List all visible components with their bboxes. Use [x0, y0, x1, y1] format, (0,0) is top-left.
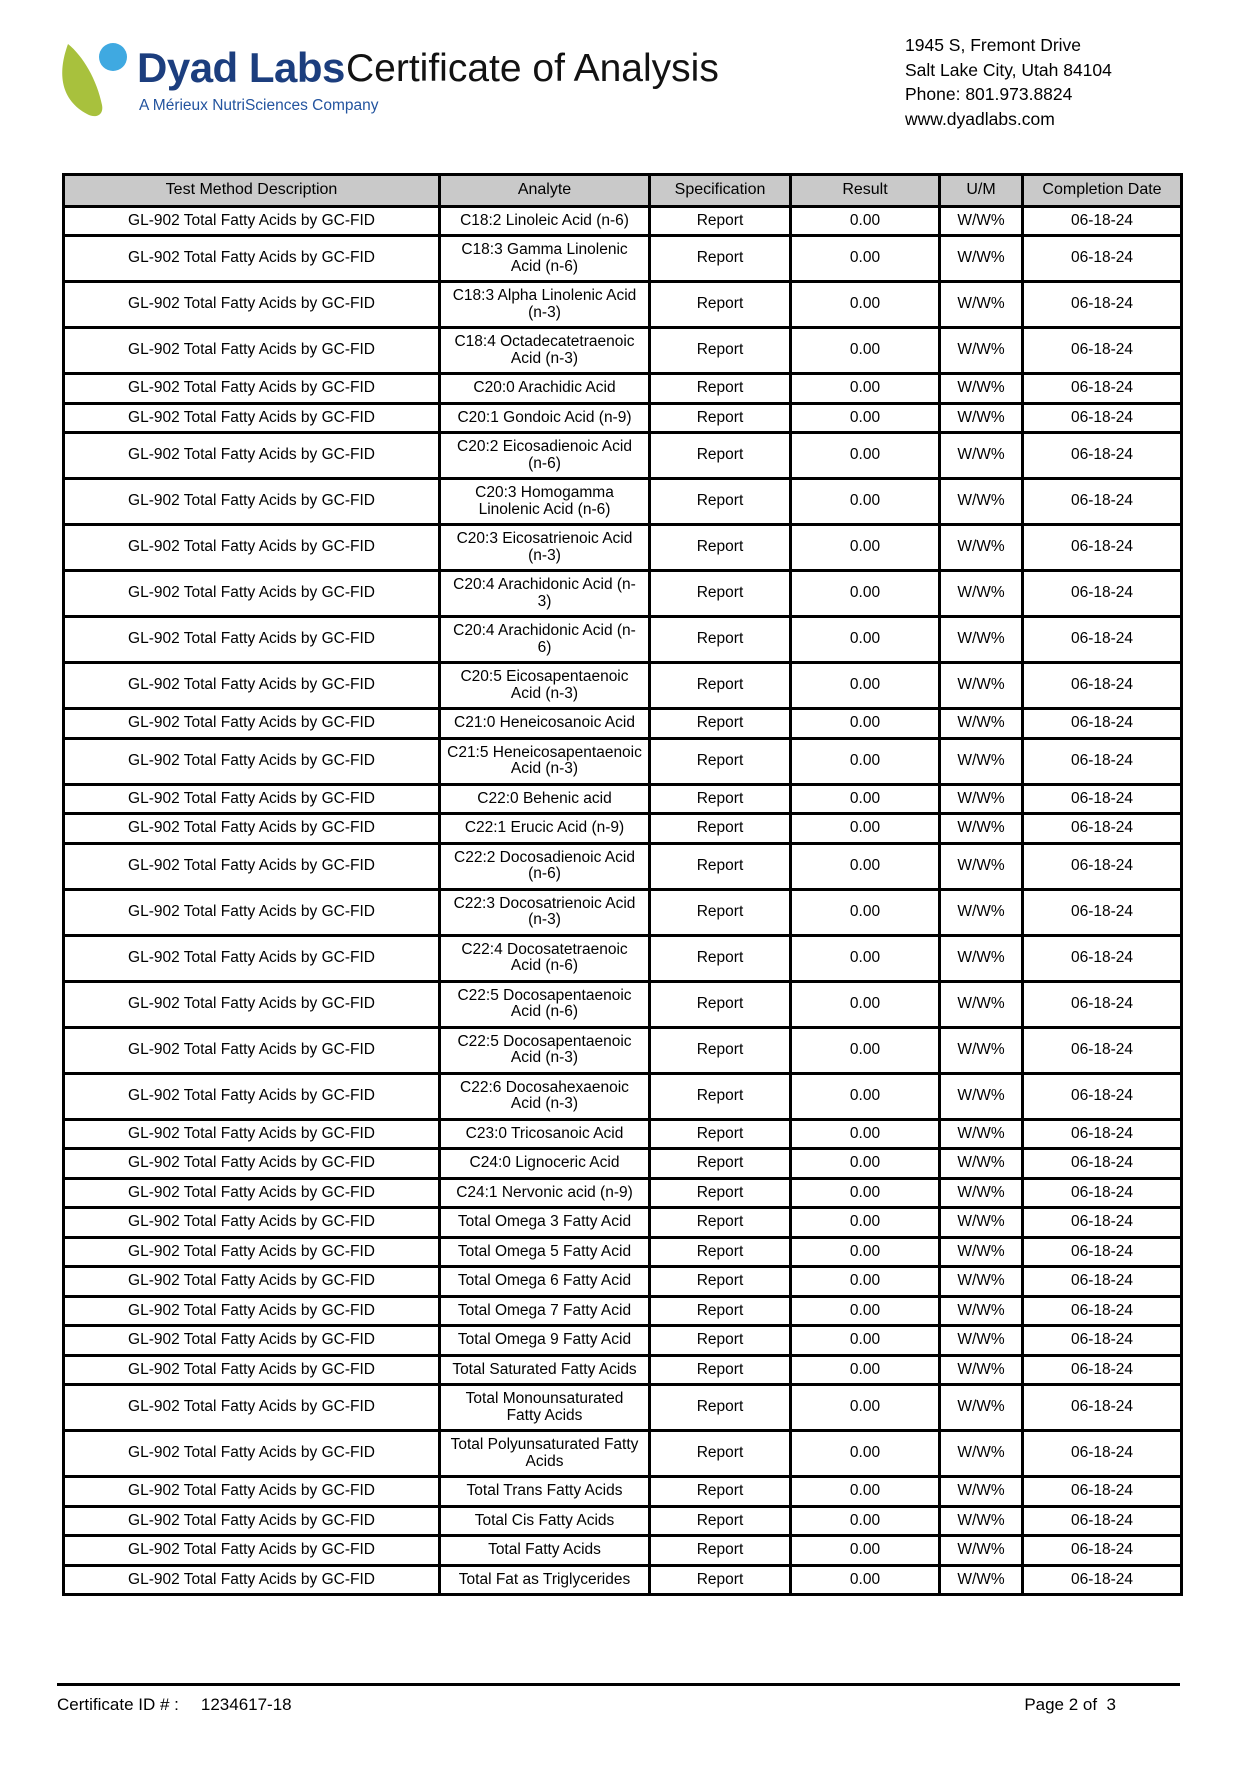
cell-analyte: Total Omega 6 Fatty Acid [440, 1267, 650, 1297]
address-line-city: Salt Lake City, Utah 84104 [905, 59, 1112, 80]
cell-method: GL-902 Total Fatty Acids by GC-FID [64, 525, 440, 571]
logo-dot-icon [99, 43, 127, 71]
cell-um: W/W% [940, 1326, 1023, 1356]
cell-um: W/W% [940, 571, 1023, 617]
cell-method: GL-902 Total Fatty Acids by GC-FID [64, 617, 440, 663]
cell-analyte: Total Omega 7 Fatty Acid [440, 1296, 650, 1326]
certificate-id-label: Certificate ID # : [57, 1695, 179, 1714]
cell-result: 0.00 [791, 617, 940, 663]
cell-um: W/W% [940, 981, 1023, 1027]
cell-analyte: C20:4 Arachidonic Acid (n-6) [440, 617, 650, 663]
cell-completion-date: 06-18-24 [1023, 1565, 1182, 1595]
cell-analyte: C24:0 Lignoceric Acid [440, 1149, 650, 1179]
cell-result: 0.00 [791, 889, 940, 935]
table-row [64, 328, 1182, 374]
table-row [64, 935, 1182, 981]
cell-um: W/W% [940, 1149, 1023, 1179]
table-row [64, 1296, 1182, 1326]
table-row [64, 1355, 1182, 1385]
column-header-um: U/M [940, 175, 1023, 207]
cell-result: 0.00 [791, 843, 940, 889]
cell-um: W/W% [940, 889, 1023, 935]
cell-analyte: C20:2 Eicosadienoic Acid (n-6) [440, 433, 650, 479]
cell-method: GL-902 Total Fatty Acids by GC-FID [64, 784, 440, 814]
cell-analyte: C22:0 Behenic acid [440, 784, 650, 814]
cell-specification: Report [650, 935, 791, 981]
cell-analyte: C20:3 Eicosatrienoic Acid (n-3) [440, 525, 650, 571]
cell-method: GL-902 Total Fatty Acids by GC-FID [64, 1536, 440, 1566]
table-row [64, 206, 1182, 236]
table-row [64, 1477, 1182, 1507]
cell-result: 0.00 [791, 981, 940, 1027]
cell-result: 0.00 [791, 935, 940, 981]
page-indicator: Page 2 of 3 [1024, 1695, 1116, 1714]
cell-completion-date: 06-18-24 [1023, 1119, 1182, 1149]
cell-result: 0.00 [791, 1296, 940, 1326]
cell-analyte: C22:2 Docosadienoic Acid (n-6) [440, 843, 650, 889]
table-row [64, 571, 1182, 617]
cell-completion-date: 06-18-24 [1023, 843, 1182, 889]
cell-result: 0.00 [791, 1385, 940, 1431]
cell-specification: Report [650, 1326, 791, 1356]
cell-analyte: C22:6 Docosahexaenoic Acid (n-3) [440, 1073, 650, 1119]
cell-method: GL-902 Total Fatty Acids by GC-FID [64, 1296, 440, 1326]
cell-result: 0.00 [791, 1536, 940, 1566]
table-row [64, 1149, 1182, 1179]
table-row [64, 1119, 1182, 1149]
cell-result: 0.00 [791, 1237, 940, 1267]
cell-specification: Report [650, 1477, 791, 1507]
cell-um: W/W% [940, 1237, 1023, 1267]
cell-analyte: C18:3 Gamma Linolenic Acid (n-6) [440, 236, 650, 282]
cell-method: GL-902 Total Fatty Acids by GC-FID [64, 1073, 440, 1119]
cell-analyte: C20:3 Homogamma Linolenic Acid (n-6) [440, 479, 650, 525]
table-row [64, 525, 1182, 571]
cell-um: W/W% [940, 1208, 1023, 1238]
cell-um: W/W% [940, 1296, 1023, 1326]
cell-result: 0.00 [791, 1431, 940, 1477]
cell-completion-date: 06-18-24 [1023, 1477, 1182, 1507]
cell-um: W/W% [940, 843, 1023, 889]
page-title: Certificate of Analysis [346, 47, 719, 90]
cell-um: W/W% [940, 1506, 1023, 1536]
cell-method: GL-902 Total Fatty Acids by GC-FID [64, 1355, 440, 1385]
cell-method: GL-902 Total Fatty Acids by GC-FID [64, 738, 440, 784]
cell-um: W/W% [940, 374, 1023, 404]
table-row [64, 1326, 1182, 1356]
cell-analyte: Total Saturated Fatty Acids [440, 1355, 650, 1385]
cell-analyte: C18:3 Alpha Linolenic Acid (n-3) [440, 282, 650, 328]
cell-analyte: C21:5 Heneicosapentaenoic Acid (n-3) [440, 738, 650, 784]
cell-specification: Report [650, 479, 791, 525]
table-row [64, 784, 1182, 814]
cell-specification: Report [650, 236, 791, 282]
cell-um: W/W% [940, 1355, 1023, 1385]
cell-specification: Report [650, 1536, 791, 1566]
cell-result: 0.00 [791, 709, 940, 739]
cell-specification: Report [650, 1565, 791, 1595]
dyad-labs-logo-icon [57, 42, 129, 120]
cell-specification: Report [650, 571, 791, 617]
cell-specification: Report [650, 1119, 791, 1149]
cell-completion-date: 06-18-24 [1023, 236, 1182, 282]
cell-specification: Report [650, 1178, 791, 1208]
cell-result: 0.00 [791, 1073, 940, 1119]
cell-method: GL-902 Total Fatty Acids by GC-FID [64, 206, 440, 236]
cell-specification: Report [650, 1208, 791, 1238]
cell-completion-date: 06-18-24 [1023, 1208, 1182, 1238]
cell-um: W/W% [940, 1565, 1023, 1595]
column-header-completion-date: Completion Date [1023, 175, 1182, 207]
cell-result: 0.00 [791, 433, 940, 479]
column-header-specification: Specification [650, 175, 791, 207]
address-line-phone: Phone: 801.973.8824 [905, 84, 1073, 104]
cell-completion-date: 06-18-24 [1023, 1536, 1182, 1566]
cell-um: W/W% [940, 433, 1023, 479]
cell-completion-date: 06-18-24 [1023, 814, 1182, 844]
cell-completion-date: 06-18-24 [1023, 479, 1182, 525]
cell-specification: Report [650, 1267, 791, 1297]
table-row [64, 479, 1182, 525]
cell-specification: Report [650, 1073, 791, 1119]
table-row [64, 709, 1182, 739]
cell-specification: Report [650, 328, 791, 374]
cell-method: GL-902 Total Fatty Acids by GC-FID [64, 935, 440, 981]
cell-analyte: Total Omega 5 Fatty Acid [440, 1237, 650, 1267]
table-row [64, 1536, 1182, 1566]
cell-analyte: Total Fat as Triglycerides [440, 1565, 650, 1595]
cell-method: GL-902 Total Fatty Acids by GC-FID [64, 1565, 440, 1595]
table-row [64, 1506, 1182, 1536]
cell-result: 0.00 [791, 374, 940, 404]
cell-analyte: C18:4 Octadecatetraenoic Acid (n-3) [440, 328, 650, 374]
cell-analyte: Total Omega 9 Fatty Acid [440, 1326, 650, 1356]
cell-specification: Report [650, 206, 791, 236]
table-row [64, 1565, 1182, 1595]
cell-completion-date: 06-18-24 [1023, 981, 1182, 1027]
cell-method: GL-902 Total Fatty Acids by GC-FID [64, 1119, 440, 1149]
cell-specification: Report [650, 1355, 791, 1385]
cell-completion-date: 06-18-24 [1023, 1073, 1182, 1119]
cell-um: W/W% [940, 403, 1023, 433]
certificate-id-value: 1234617-18 [200, 1695, 292, 1714]
cell-completion-date: 06-18-24 [1023, 403, 1182, 433]
cell-completion-date: 06-18-24 [1023, 1431, 1182, 1477]
table-row [64, 403, 1182, 433]
cell-um: W/W% [940, 206, 1023, 236]
cell-method: GL-902 Total Fatty Acids by GC-FID [64, 843, 440, 889]
table-row [64, 1237, 1182, 1267]
cell-um: W/W% [940, 479, 1023, 525]
cell-specification: Report [650, 784, 791, 814]
table-row [64, 1027, 1182, 1073]
cell-result: 0.00 [791, 403, 940, 433]
table-row [64, 1267, 1182, 1297]
cell-completion-date: 06-18-24 [1023, 738, 1182, 784]
cell-specification: Report [650, 403, 791, 433]
cell-analyte: C23:0 Tricosanoic Acid [440, 1119, 650, 1149]
cell-um: W/W% [940, 1178, 1023, 1208]
table-row [64, 282, 1182, 328]
table-row [64, 617, 1182, 663]
cell-specification: Report [650, 1296, 791, 1326]
cell-method: GL-902 Total Fatty Acids by GC-FID [64, 328, 440, 374]
cell-completion-date: 06-18-24 [1023, 663, 1182, 709]
cell-method: GL-902 Total Fatty Acids by GC-FID [64, 1431, 440, 1477]
cell-specification: Report [650, 981, 791, 1027]
cell-specification: Report [650, 433, 791, 479]
cell-method: GL-902 Total Fatty Acids by GC-FID [64, 1237, 440, 1267]
cell-um: W/W% [940, 1267, 1023, 1297]
brand-tagline: A Mérieux NutriSciences Company [139, 97, 379, 114]
cell-method: GL-902 Total Fatty Acids by GC-FID [64, 433, 440, 479]
table-row [64, 236, 1182, 282]
table-row [64, 1208, 1182, 1238]
cell-completion-date: 06-18-24 [1023, 206, 1182, 236]
cell-completion-date: 06-18-24 [1023, 571, 1182, 617]
cell-method: GL-902 Total Fatty Acids by GC-FID [64, 709, 440, 739]
cell-specification: Report [650, 709, 791, 739]
cell-um: W/W% [940, 738, 1023, 784]
cell-result: 0.00 [791, 814, 940, 844]
cell-completion-date: 06-18-24 [1023, 1237, 1182, 1267]
table-row [64, 1178, 1182, 1208]
cell-result: 0.00 [791, 1355, 940, 1385]
cell-specification: Report [650, 374, 791, 404]
cell-completion-date: 06-18-24 [1023, 1355, 1182, 1385]
cell-analyte: C22:5 Docosapentaenoic Acid (n-3) [440, 1027, 650, 1073]
table-header-row [64, 175, 1182, 207]
cell-result: 0.00 [791, 236, 940, 282]
table-row [64, 663, 1182, 709]
cell-um: W/W% [940, 1119, 1023, 1149]
cell-analyte: C24:1 Nervonic acid (n-9) [440, 1178, 650, 1208]
cell-result: 0.00 [791, 1027, 940, 1073]
cell-method: GL-902 Total Fatty Acids by GC-FID [64, 663, 440, 709]
cell-method: GL-902 Total Fatty Acids by GC-FID [64, 1267, 440, 1297]
cell-completion-date: 06-18-24 [1023, 282, 1182, 328]
cell-analyte: C22:4 Docosatetraenoic Acid (n-6) [440, 935, 650, 981]
cell-result: 0.00 [791, 1208, 940, 1238]
column-header-analyte: Analyte [440, 175, 650, 207]
table-row [64, 433, 1182, 479]
cell-specification: Report [650, 525, 791, 571]
cell-um: W/W% [940, 1431, 1023, 1477]
cell-specification: Report [650, 738, 791, 784]
cell-analyte: Total Cis Fatty Acids [440, 1506, 650, 1536]
cell-completion-date: 06-18-24 [1023, 889, 1182, 935]
cell-completion-date: 06-18-24 [1023, 1149, 1182, 1179]
cell-method: GL-902 Total Fatty Acids by GC-FID [64, 981, 440, 1027]
column-header-test-method: Test Method Description [64, 175, 440, 207]
cell-um: W/W% [940, 525, 1023, 571]
cell-completion-date: 06-18-24 [1023, 1267, 1182, 1297]
cell-result: 0.00 [791, 784, 940, 814]
cell-completion-date: 06-18-24 [1023, 374, 1182, 404]
cell-specification: Report [650, 1431, 791, 1477]
cell-completion-date: 06-18-24 [1023, 433, 1182, 479]
cell-method: GL-902 Total Fatty Acids by GC-FID [64, 479, 440, 525]
cell-um: W/W% [940, 663, 1023, 709]
cell-analyte: C18:2 Linoleic Acid (n-6) [440, 206, 650, 236]
table-row [64, 1073, 1182, 1119]
table-row [64, 738, 1182, 784]
cell-analyte: C20:5 Eicosapentaenoic Acid (n-3) [440, 663, 650, 709]
cell-completion-date: 06-18-24 [1023, 784, 1182, 814]
column-header-result: Result [791, 175, 940, 207]
cell-method: GL-902 Total Fatty Acids by GC-FID [64, 282, 440, 328]
cell-completion-date: 06-18-24 [1023, 709, 1182, 739]
cell-analyte: Total Fatty Acids [440, 1536, 650, 1566]
cell-um: W/W% [940, 1477, 1023, 1507]
table-row [64, 889, 1182, 935]
certificate-id-block [57, 1695, 292, 1715]
cell-specification: Report [650, 282, 791, 328]
cell-analyte: C20:0 Arachidic Acid [440, 374, 650, 404]
page-footer [57, 1683, 1180, 1715]
cell-method: GL-902 Total Fatty Acids by GC-FID [64, 1027, 440, 1073]
cell-analyte: C22:1 Erucic Acid (n-9) [440, 814, 650, 844]
cell-result: 0.00 [791, 1267, 940, 1297]
cell-um: W/W% [940, 814, 1023, 844]
cell-method: GL-902 Total Fatty Acids by GC-FID [64, 814, 440, 844]
cell-specification: Report [650, 1027, 791, 1073]
logo-leaf-icon [62, 44, 102, 116]
cell-analyte: Total Monounsaturated Fatty Acids [440, 1385, 650, 1431]
cell-method: GL-902 Total Fatty Acids by GC-FID [64, 571, 440, 617]
cell-result: 0.00 [791, 571, 940, 617]
cell-um: W/W% [940, 236, 1023, 282]
cell-completion-date: 06-18-24 [1023, 1178, 1182, 1208]
cell-method: GL-902 Total Fatty Acids by GC-FID [64, 1326, 440, 1356]
table-row [64, 1385, 1182, 1431]
cell-method: GL-902 Total Fatty Acids by GC-FID [64, 374, 440, 404]
cell-um: W/W% [940, 617, 1023, 663]
table-row [64, 814, 1182, 844]
cell-um: W/W% [940, 1385, 1023, 1431]
cell-completion-date: 06-18-24 [1023, 328, 1182, 374]
cell-specification: Report [650, 1385, 791, 1431]
cell-analyte: Total Omega 3 Fatty Acid [440, 1208, 650, 1238]
cell-specification: Report [650, 617, 791, 663]
cell-completion-date: 06-18-24 [1023, 1385, 1182, 1431]
cell-specification: Report [650, 843, 791, 889]
cell-method: GL-902 Total Fatty Acids by GC-FID [64, 236, 440, 282]
cell-result: 0.00 [791, 1149, 940, 1179]
cell-method: GL-902 Total Fatty Acids by GC-FID [64, 1149, 440, 1179]
cell-completion-date: 06-18-24 [1023, 1027, 1182, 1073]
brand-name: Dyad Labs [137, 44, 345, 91]
cell-result: 0.00 [791, 525, 940, 571]
cell-analyte: Total Polyunsaturated Fatty Acids [440, 1431, 650, 1477]
cell-um: W/W% [940, 784, 1023, 814]
cell-method: GL-902 Total Fatty Acids by GC-FID [64, 1208, 440, 1238]
cell-method: GL-902 Total Fatty Acids by GC-FID [64, 403, 440, 433]
cell-specification: Report [650, 663, 791, 709]
cell-completion-date: 06-18-24 [1023, 1296, 1182, 1326]
cell-specification: Report [650, 1149, 791, 1179]
cell-analyte: C20:1 Gondoic Acid (n-9) [440, 403, 650, 433]
table-row [64, 843, 1182, 889]
cell-completion-date: 06-18-24 [1023, 1506, 1182, 1536]
table-row [64, 981, 1182, 1027]
cell-analyte: C22:5 Docosapentaenoic Acid (n-6) [440, 981, 650, 1027]
cell-specification: Report [650, 1237, 791, 1267]
cell-specification: Report [650, 1506, 791, 1536]
table-row [64, 1431, 1182, 1477]
cell-analyte: Total Trans Fatty Acids [440, 1477, 650, 1507]
cell-result: 0.00 [791, 1506, 940, 1536]
cell-result: 0.00 [791, 479, 940, 525]
cell-method: GL-902 Total Fatty Acids by GC-FID [64, 1385, 440, 1431]
cell-result: 0.00 [791, 328, 940, 374]
cell-completion-date: 06-18-24 [1023, 935, 1182, 981]
cell-result: 0.00 [791, 1119, 940, 1149]
results-table [62, 173, 1183, 1596]
cell-analyte: C20:4 Arachidonic Acid (n-3) [440, 571, 650, 617]
cell-result: 0.00 [791, 1477, 940, 1507]
table-row [64, 374, 1182, 404]
cell-method: GL-902 Total Fatty Acids by GC-FID [64, 1477, 440, 1507]
cell-result: 0.00 [791, 663, 940, 709]
cell-result: 0.00 [791, 1178, 940, 1208]
address-line-website: www.dyadlabs.com [905, 108, 1055, 129]
cell-method: GL-902 Total Fatty Acids by GC-FID [64, 1506, 440, 1536]
cell-result: 0.00 [791, 282, 940, 328]
cell-um: W/W% [940, 328, 1023, 374]
cell-completion-date: 06-18-24 [1023, 525, 1182, 571]
cell-um: W/W% [940, 709, 1023, 739]
cell-um: W/W% [940, 1027, 1023, 1073]
cell-completion-date: 06-18-24 [1023, 617, 1182, 663]
cell-specification: Report [650, 889, 791, 935]
cell-analyte: C21:0 Heneicosanoic Acid [440, 709, 650, 739]
cell-um: W/W% [940, 1073, 1023, 1119]
cell-method: GL-902 Total Fatty Acids by GC-FID [64, 1178, 440, 1208]
table-body [64, 206, 1182, 1595]
cell-analyte: C22:3 Docosatrienoic Acid (n-3) [440, 889, 650, 935]
address-line-street: 1945 S, Fremont Drive [905, 35, 1082, 55]
cell-result: 0.00 [791, 1326, 940, 1356]
cell-method: GL-902 Total Fatty Acids by GC-FID [64, 889, 440, 935]
cell-specification: Report [650, 814, 791, 844]
cell-result: 0.00 [791, 738, 940, 784]
cell-result: 0.00 [791, 1565, 940, 1595]
cell-um: W/W% [940, 282, 1023, 328]
lab-address-block [905, 33, 1112, 131]
cell-um: W/W% [940, 935, 1023, 981]
cell-completion-date: 06-18-24 [1023, 1326, 1182, 1356]
cell-result: 0.00 [791, 206, 940, 236]
cell-um: W/W% [940, 1536, 1023, 1566]
